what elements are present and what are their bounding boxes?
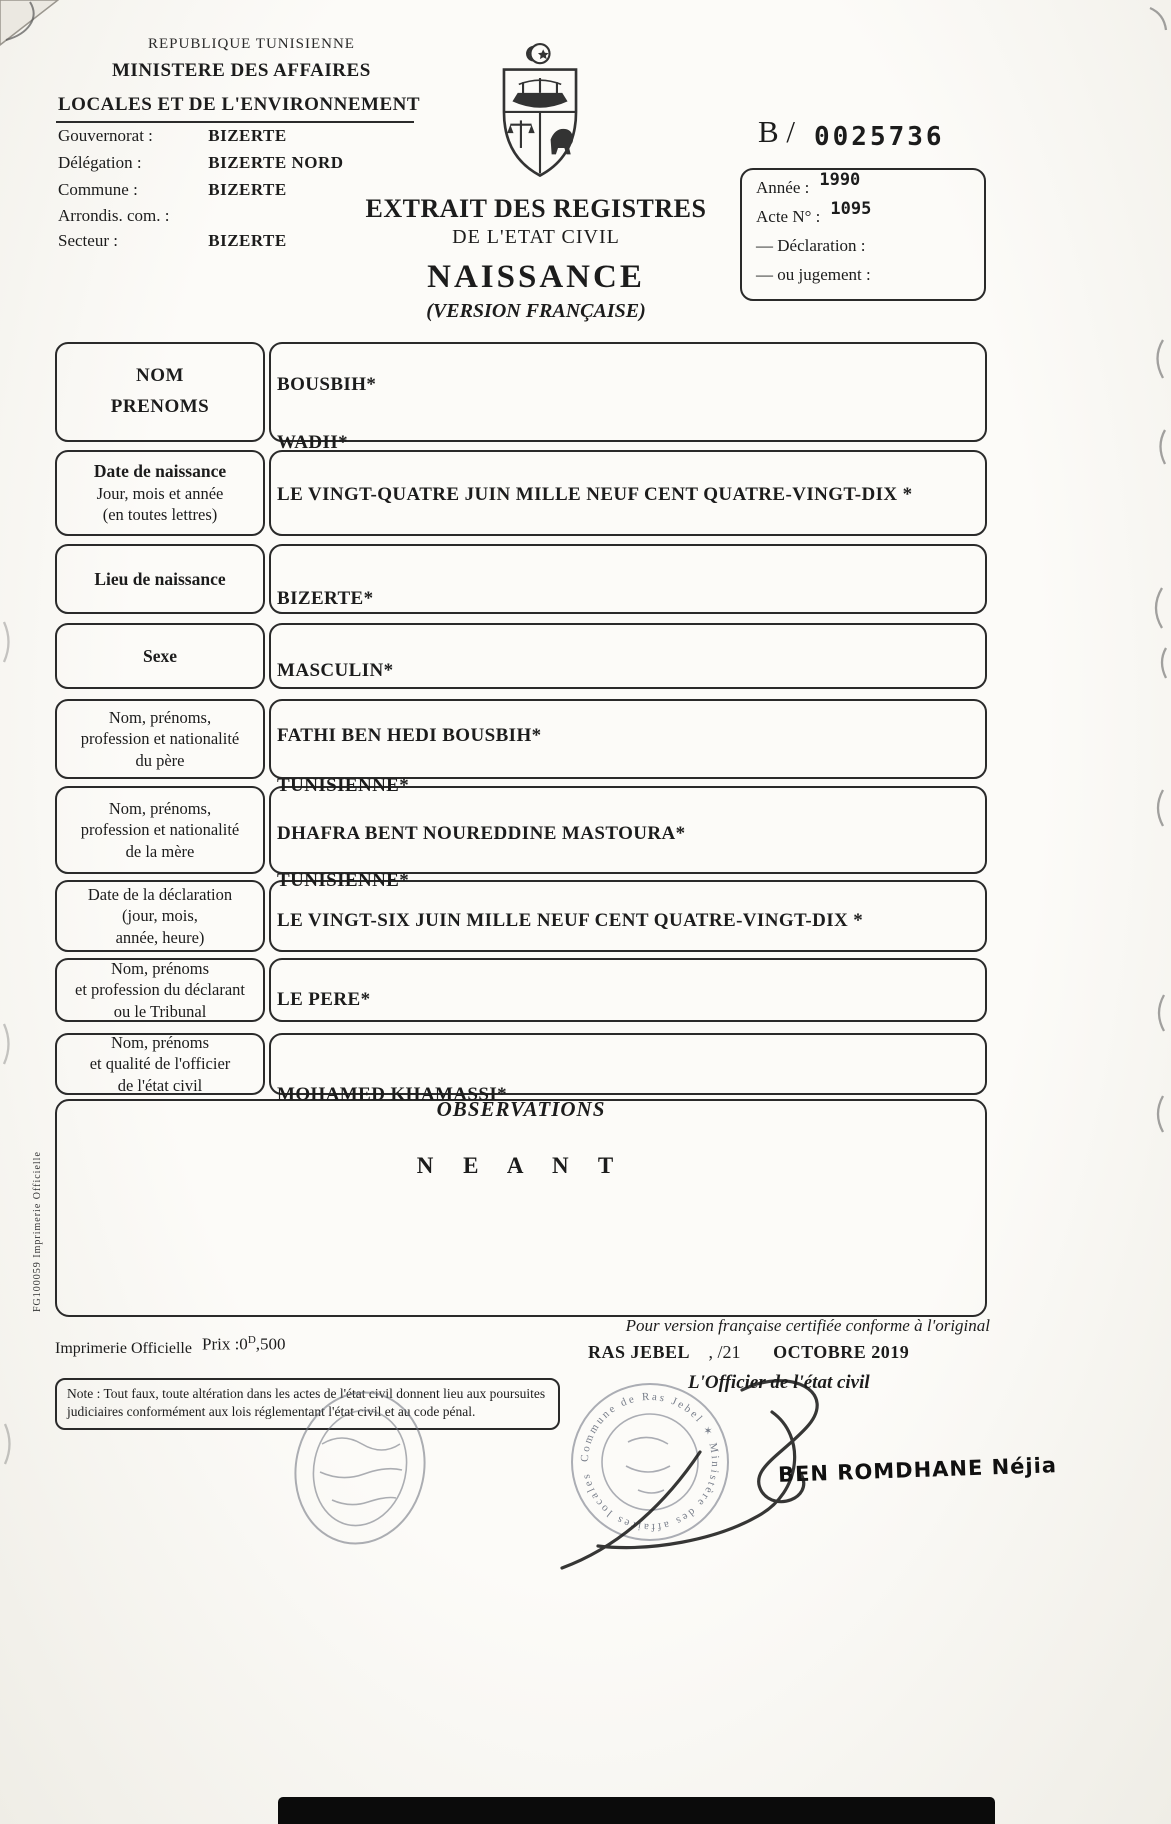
admin-field-label: Arrondis. com. : (58, 206, 170, 225)
form-row-date-declaration (55, 870, 987, 952)
tunisia-coat-of-arms-icon (487, 42, 593, 184)
admin-field-label: Commune : (58, 180, 138, 199)
ministry-underline (56, 121, 414, 123)
price-label (202, 1334, 286, 1355)
label-line: Date de naissance (93, 461, 227, 482)
label-line: Nom, prénoms (110, 1032, 210, 1052)
value-mere: DHAFRA BENT NOUREDDINE MASTOURA* (277, 823, 686, 844)
serial-number: 0025736 (814, 122, 945, 152)
round-stamp-right-icon (572, 1384, 728, 1540)
form-row-date-naissance (55, 450, 987, 536)
label-line: et qualité de l'officier (89, 1054, 231, 1074)
ministry-line-2: LOCALES ET DE L'ENVIRONNEMENT (58, 94, 421, 115)
label-line: du père (135, 750, 185, 770)
svg-text:Commune de Ras Jebel ✶ Minis (579, 1391, 721, 1533)
field-label-sexe (55, 623, 265, 689)
printer-reference-vertical: FG100059 Imprimerie Officielle (32, 1151, 43, 1312)
field-label-nom-prenoms (55, 342, 265, 442)
acte-number-value: 1095 (830, 199, 872, 219)
certification-line: Pour version française certifiée conforme à l'original (625, 1316, 990, 1335)
form-row-officier (55, 1032, 987, 1105)
label-line: Nom, prénoms, (108, 707, 212, 727)
admin-field-value: BIZERTE (208, 126, 287, 145)
jugement-label: — ou jugement : (756, 265, 871, 284)
month-year: OCTOBRE 2019 (773, 1342, 910, 1362)
form-row-sexe (55, 623, 987, 689)
field-value-date-declaration (269, 870, 987, 952)
value-date-declaration: LE VINGT-SIX JUIN MILLE NEUF CENT QUATRE-VINGT-DIX * (277, 910, 864, 931)
document-titles (320, 194, 752, 323)
field-label-date-naissance (55, 450, 265, 536)
admin-field-delegation (58, 153, 458, 173)
value-nationalite-pere: TUNISIENNE* (277, 775, 410, 796)
place: RAS JEBEL (588, 1342, 691, 1362)
form-row-pere (55, 699, 987, 779)
label-line: ou le Tribunal (113, 1001, 207, 1021)
page-corner-fold-icon (0, 0, 58, 45)
value-sexe: MASCULIN* (277, 660, 394, 681)
title-etat-civil: DE L'ETAT CIVIL (452, 226, 620, 248)
value-officier: MOHAMED KHAMASSI* (277, 1084, 508, 1105)
label-line: Date de la déclaration (87, 884, 233, 904)
value-pere: FATHI BEN HEDI BOUSBIH* (277, 725, 542, 746)
officer-signature-name: BEN ROMDHANE Néjia (777, 1453, 1058, 1487)
form-row-declarant (55, 958, 987, 1022)
field-value-pere (269, 699, 987, 779)
field-label-pere (55, 699, 265, 779)
declaration-label: — Déclaration : (756, 236, 866, 255)
field-value-nom-prenoms (269, 342, 987, 453)
observations-box (55, 1099, 987, 1317)
form-row-mere (55, 775, 987, 874)
title-extrait: EXTRAIT DES REGISTRES (365, 194, 707, 223)
republic-heading: REPUBLIQUE TUNISIENNE (148, 36, 355, 52)
officer-title: L'Officier de l'état civil (688, 1372, 870, 1393)
label-line: Sexe (142, 645, 178, 666)
day: , /21 (708, 1342, 741, 1362)
field-value-date-naissance (269, 450, 987, 536)
label-line: année, heure) (115, 927, 205, 947)
annee-value: 1990 (819, 170, 861, 190)
ministry-line-1: MINISTERE DES AFFAIRES (112, 60, 371, 81)
form-row-lieu-naissance (55, 544, 987, 614)
observations-title: OBSERVATIONS (436, 1097, 606, 1121)
value-lieu-naissance: BIZERTE* (277, 588, 374, 609)
value-nom: BOUSBIH* (277, 374, 377, 395)
annee-label: Année : (756, 178, 810, 197)
acte-number-label: Acte N° : (756, 207, 821, 226)
label-line: profession et nationalité (80, 729, 240, 749)
place-date-line (588, 1342, 909, 1363)
field-label-declarant (55, 958, 265, 1022)
price-sup: D (247, 1334, 256, 1346)
field-value-officier (269, 1033, 987, 1105)
serial-prefix: B / (758, 114, 796, 149)
scan-black-bar (278, 1797, 995, 1824)
price-part: ,500 (255, 1334, 286, 1354)
field-value-sexe (269, 623, 987, 689)
price-part: Prix :0 (202, 1334, 248, 1354)
label-line: (en toutes lettres) (102, 505, 218, 525)
label-line: et profession du déclarant (75, 980, 245, 1000)
title-version-francaise: (VERSION FRANÇAISE) (426, 300, 646, 322)
observations-value: N E A N T (416, 1153, 626, 1178)
label-line: Nom, prénoms (110, 958, 210, 978)
label-line: PRENOMS (110, 396, 210, 417)
legal-note-box: Note : Tout faux, toute altération dans les actes de l'état civil donnent lieu aux poursuites judiciaires conformément aux lois réglementant l'état civil et au code pénal. (55, 1378, 560, 1430)
field-label-lieu-naissance (55, 544, 265, 614)
value-date-naissance: LE VINGT-QUATRE JUIN MILLE NEUF CENT QUATRE-VINGT-DIX * (277, 484, 913, 505)
imprimerie-label: Imprimerie Officielle (55, 1340, 192, 1357)
label-line: de l'état civil (117, 1075, 203, 1095)
admin-field-value: BIZERTE (208, 180, 287, 199)
label-line: Lieu de naissance (94, 568, 226, 589)
value-prenom: WADII* (277, 432, 349, 453)
label-line: Jour, mois et année (96, 483, 224, 503)
label-line: Nom, prénoms, (108, 798, 212, 818)
civil-status-form (55, 342, 987, 1317)
admin-field-value: BIZERTE NORD (208, 153, 344, 172)
field-value-lieu-naissance (269, 544, 987, 614)
field-label-date-declaration (55, 880, 265, 952)
admin-field-label: Délégation : (58, 153, 142, 172)
acte-info-box (740, 168, 986, 301)
field-value-mere (269, 775, 987, 874)
label-line: profession et nationalité (80, 820, 240, 840)
admin-field-label: Gouvernorat : (58, 126, 153, 145)
admin-field-label: Secteur : (58, 231, 118, 250)
stamp-text: Commune de Ras Jebel ✶ Ministère des affaires locales (578, 1390, 722, 1534)
title-naissance: NAISSANCE (427, 259, 645, 295)
admin-field-value: BIZERTE (208, 231, 287, 250)
form-row-nom-prenoms (55, 342, 987, 453)
value-declarant: LE PERE* (277, 989, 371, 1010)
label-line: de la mère (125, 841, 195, 861)
label-line: (jour, mois, (122, 906, 198, 926)
field-value-declarant (269, 958, 987, 1022)
label-line: NOM (136, 365, 184, 387)
field-label-officier (55, 1033, 265, 1095)
field-label-mere (55, 786, 265, 874)
value-nationalite-mere: TUNISIENNE* (277, 870, 410, 891)
admin-field-gouvernorat (58, 126, 458, 146)
acte-number-line (756, 199, 970, 236)
